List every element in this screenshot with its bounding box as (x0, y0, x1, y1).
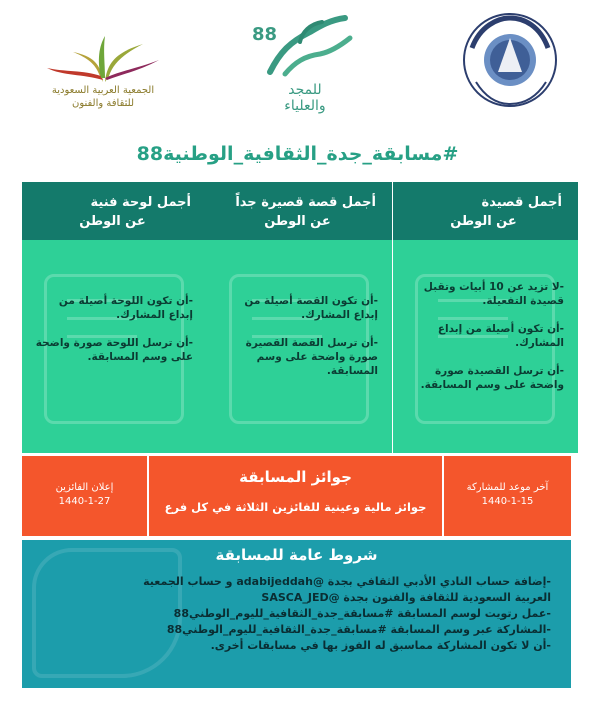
terms-title: شروط عامة للمسابقة (215, 546, 378, 564)
announce-label: إعلان الفائزين (55, 482, 114, 493)
category-title: أجمل لوحة فنية (90, 195, 191, 210)
list-item: العربية السعودية للثقافة والفنون بجدة @SASCA_JED (261, 591, 551, 604)
category-header (393, 182, 578, 240)
motto-line2: والعلياء (284, 98, 326, 114)
list-item: -أن تكون اللوحة أصيلة من إبداع المشارك. (58, 295, 193, 321)
list-item: -أن ترسل اللوحة صورة واضحة على وسم المسابقة. (35, 337, 193, 363)
list-item: -المشاركة عبر وسم المسابقة #مسابقة_جدة_الثقافية_لليوم_الوطني88 (166, 623, 551, 636)
sasca-name-line1: الجمعية العربية السعودية (51, 85, 155, 96)
jeddah-club-logo (455, 8, 565, 112)
category-header (207, 182, 392, 240)
list-item: -أن لا تكون المشاركة مماسبق له الفوز بها في مسابقات أخرى. (210, 639, 551, 652)
number-88-text: 88 (252, 24, 278, 45)
criteria-list (403, 240, 564, 392)
category-body (22, 240, 207, 453)
general-terms (22, 540, 571, 688)
criteria-list (32, 240, 193, 364)
category-title: أجمل قصيدة (481, 195, 562, 210)
submission-deadline (444, 456, 571, 536)
prizes-banner (22, 456, 571, 536)
competition-hashtag: #مسابقة_جدة_الثقافية_الوطنية88 (136, 143, 459, 165)
category-subtitle: عن الوطن (79, 214, 146, 229)
announce-date: 1440-1-27 (58, 496, 111, 507)
category-painting (22, 182, 207, 453)
calligraphy-emblem-icon (250, 12, 360, 82)
list-item: -أن تكون القصة أصيلة من إبداع المشارك. (244, 295, 378, 321)
prizes-subtitle: جوائز مالية وعينية للفائزين الثلاثة في كل فرع (164, 500, 427, 514)
category-short-story (207, 182, 392, 453)
category-subtitle: عن الوطن (450, 214, 517, 229)
category-poem (393, 182, 578, 453)
prizes-info (149, 456, 442, 536)
list-item: -عمل رتويت لوسم المسابقة #مسابقة_جدة_الثقافية_لليوم_الوطني88 (173, 607, 551, 620)
national-day-logo (246, 12, 364, 114)
terms-list (22, 564, 571, 654)
category-subtitle: عن الوطن (264, 214, 331, 229)
category-header (22, 182, 207, 240)
list-item: -أن ترسل القصة القصيرة صورة واضحة على وسم المسابقة. (245, 337, 378, 377)
club-seal-icon (458, 8, 562, 112)
list-item: -أن تكون أصيلة من إبداع المشارك. (437, 323, 564, 349)
motto-line1: للمجد (288, 82, 322, 98)
sasca-logo (28, 34, 178, 110)
deadline-label: آخر موعد للمشاركة (466, 482, 549, 493)
prizes-title: جوائز المسابقة (239, 468, 352, 486)
palm-emblem-icon (43, 34, 163, 84)
list-item: -لا تزيد عن 10 أبيات وتقبل قصيدة التفعيلة. (423, 281, 564, 307)
category-title: أجمل قصة قصيرة جداً (235, 195, 376, 210)
list-item: -إضافة حساب النادي الأدبي الثقافي بجدة @adabijeddah و حساب الجمعية (143, 575, 551, 588)
winners-announcement (22, 456, 147, 536)
list-item: -أن ترسل القصيدة صورة واضحة على وسم المسابقة. (420, 365, 564, 391)
category-body (207, 240, 392, 453)
deadline-date: 1440-1-15 (481, 496, 534, 507)
logo-bar (0, 0, 595, 130)
criteria-list (217, 240, 378, 378)
sasca-name-line2: للثقافة والفنون (71, 98, 135, 109)
category-body (393, 240, 578, 453)
